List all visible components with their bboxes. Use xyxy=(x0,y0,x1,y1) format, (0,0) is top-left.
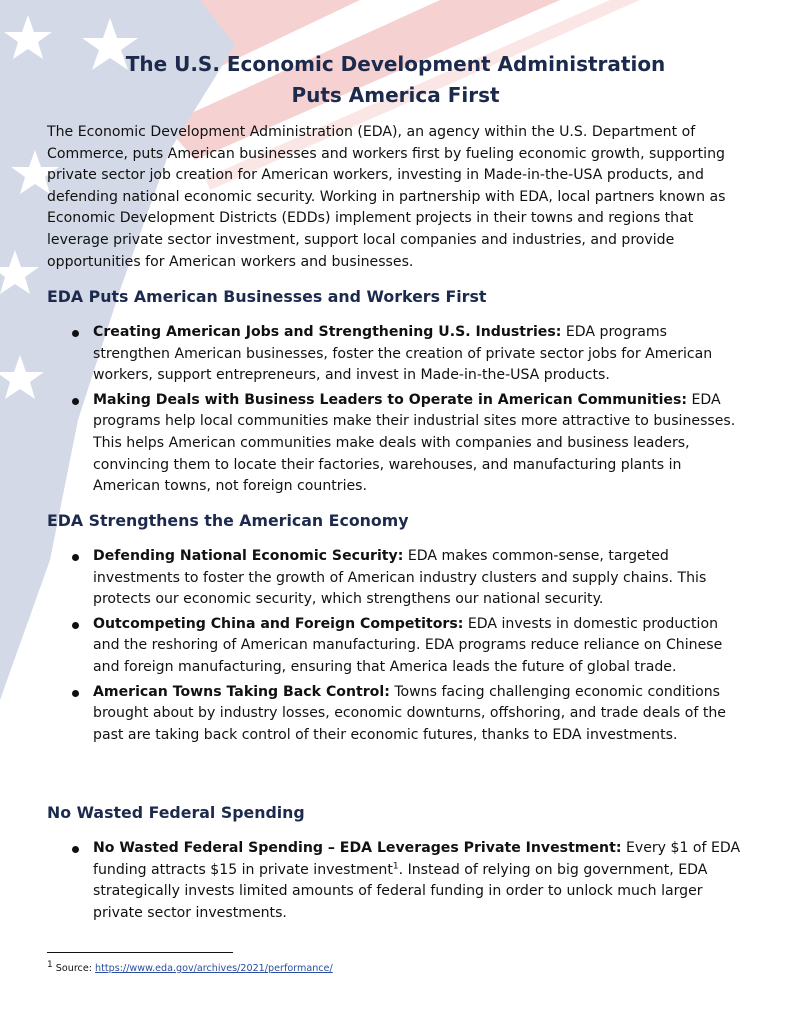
list-item-text: Every $1 of EDA funding attracts $15 in private investment xyxy=(93,840,741,878)
page-title-line-1: The U.S. Economic Development Administration xyxy=(125,52,666,76)
bullet-icon xyxy=(72,398,79,405)
section-list-american-economy xyxy=(0,546,791,749)
list-item xyxy=(0,322,743,387)
footnote-label: Source: xyxy=(52,963,96,974)
list-item-text: Towns facing challenging economic conditions brought about by industry losses, economic downturns, offshoring, and trade deals of the past are taking back control of their economic futures, thanks to EDA investments. xyxy=(93,683,726,743)
list-item xyxy=(0,390,743,498)
list-item-text-after: . Instead of relying on big government, EDA strategically invests limited amounts of federal funding in order to unlock much larger private sector investments. xyxy=(93,861,708,921)
list-item-title: Making Deals with Business Leaders to Operate in American Communities: xyxy=(93,391,687,408)
list-item-title: Outcompeting China and Foreign Competitors: xyxy=(93,615,464,632)
list-item-title: No Wasted Federal Spending – EDA Leverages Private Investment: xyxy=(93,840,622,856)
list-item-title: Defending National Economic Security: xyxy=(93,548,404,564)
list-item-text: EDA invests in domestic production and the reshoring of American manufacturing. EDA programs reduce reliance on Chinese and foreign manufacturing, ensuring that America leads the future of global trade. xyxy=(93,615,723,675)
section-list-no-wasted-spending xyxy=(0,838,791,927)
bullet-icon xyxy=(72,690,79,697)
footnote-link[interactable]: https://www.eda.gov/archives/2021/performance/ xyxy=(95,963,333,974)
bullet-icon xyxy=(72,330,79,337)
bullet-icon xyxy=(72,622,79,629)
bullet-icon xyxy=(72,846,79,853)
footnote xyxy=(47,959,333,976)
footnote-divider xyxy=(47,952,233,953)
list-item-text: EDA makes common-sense, targeted investments to foster the growth of American industry clusters and supply chains. This protects our economic security, which strengthens our national security. xyxy=(93,548,707,608)
section-list-businesses-workers xyxy=(0,322,791,501)
list-item-text: EDA programs help local communities make their industrial sites more attractive to businesses. This helps American communities make deals with companies and business leaders, convincing them to locate their factories, warehouses, and manufacturing plants in American towns, not foreign countries. xyxy=(93,391,736,495)
section-heading-american-economy: EDA Strengthens the American Economy xyxy=(47,511,409,530)
footnote-number: 1 xyxy=(47,959,53,970)
bullet-icon xyxy=(72,554,79,561)
list-item-text: EDA programs strengthen American businesses, foster the creation of private sector jobs for American workers, support entrepreneurs, and invest in Made-in-the-USA products. xyxy=(93,324,713,384)
list-item-title: American Towns Taking Back Control: xyxy=(93,683,390,700)
list-item xyxy=(0,546,743,611)
list-item xyxy=(0,614,743,679)
list-item-title: Creating American Jobs and Strengthening U.S. Industries: xyxy=(93,324,562,340)
footnote-marker: 1 xyxy=(392,860,399,871)
list-item xyxy=(0,838,743,924)
page-title xyxy=(0,49,791,111)
section-heading-no-wasted-spending: No Wasted Federal Spending xyxy=(47,803,305,822)
section-heading-businesses-workers: EDA Puts American Businesses and Workers First xyxy=(47,287,487,306)
list-item xyxy=(0,682,743,747)
intro-paragraph: The Economic Development Administration (EDA), an agency within the U.S. Department of Commerce, puts American businesses and workers first by fueling economic growth, supporting private sector job creation for American workers, investing in Made-in-the-USA products, and defending national economic security. Working in partnership with EDA, local partners known as Economic Development Districts (EDDs) implement projects in their towns and regions that leverage private sector investment, support local companies and industries, and provide opportunities for American workers and businesses. xyxy=(47,124,726,270)
page-title-line-2: Puts America First xyxy=(291,83,500,107)
